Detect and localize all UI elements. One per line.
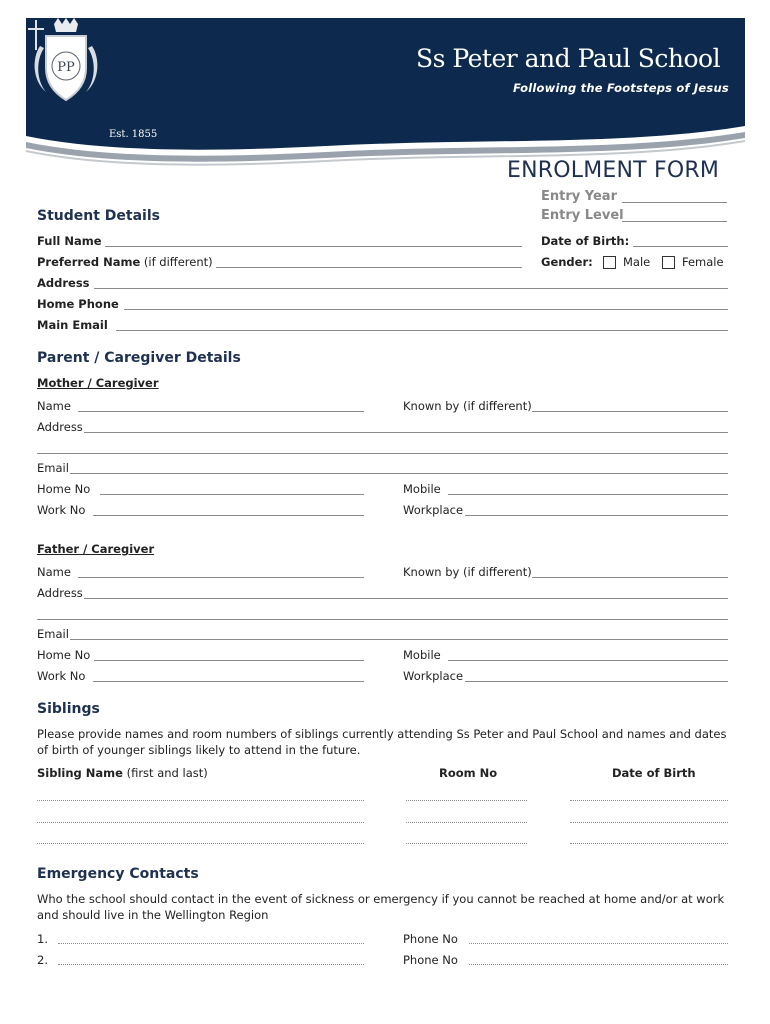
father-heading: Father / Caregiver (37, 542, 155, 556)
mother-name-field[interactable] (78, 411, 364, 412)
siblings-instructions: Please provide names and room numbers of siblings currently attending Ss Peter and Paul School and names and dates of birth of younger siblings likely to attend in the future. (37, 727, 727, 757)
mother-work-no-field[interactable] (93, 515, 364, 516)
room-no-column: Room No (439, 766, 498, 780)
mother-home-no-label: Home No (37, 482, 91, 496)
crest-letters: PP (57, 60, 75, 75)
mother-known-by-label: Known by (if different) (403, 399, 532, 413)
father-known-by-label: Known by (if different) (403, 565, 532, 579)
mother-heading: Mother / Caregiver (37, 376, 159, 390)
sibling-name-column: Sibling Name (first and last) (37, 766, 208, 780)
emergency-2-phone-field[interactable] (469, 964, 728, 965)
entry-level-label: Entry Level (541, 208, 624, 223)
father-address-field-2[interactable] (37, 619, 728, 620)
emergency-2-name-field[interactable] (58, 964, 364, 965)
preferred-name-label: Preferred Name (if different) (37, 255, 213, 269)
entry-year-label: Entry Year (541, 189, 617, 204)
mother-work-no-label: Work No (37, 503, 86, 517)
entry-level-field[interactable] (622, 221, 727, 222)
father-address-label: Address (37, 586, 83, 600)
address-label: Address (37, 276, 90, 290)
address-field[interactable] (94, 288, 728, 289)
sibling-3-dob-field[interactable] (570, 843, 728, 844)
sibling-2-room-field[interactable] (406, 822, 527, 823)
gender-male-checkbox[interactable] (603, 256, 616, 269)
sibling-1-name-field[interactable] (37, 800, 364, 801)
mother-workplace-field[interactable] (465, 515, 728, 516)
emergency-item-2-label: 2. (37, 953, 48, 967)
entry-year-field[interactable] (622, 202, 727, 203)
header-banner (26, 18, 745, 168)
dob-label: Date of Birth: (541, 234, 630, 248)
emergency-2-phone-label: Phone No (403, 953, 458, 967)
student-details-heading: Student Details (37, 208, 160, 224)
mother-address-label: Address (37, 420, 83, 434)
emergency-contacts-heading: Emergency Contacts (37, 866, 199, 882)
emergency-item-1-label: 1. (37, 932, 48, 946)
mother-workplace-label: Workplace (403, 503, 464, 517)
parent-details-heading: Parent / Caregiver Details (37, 350, 241, 366)
est-label: Est. 1855 (109, 129, 158, 140)
sibling-dob-column: Date of Birth (612, 766, 696, 780)
father-workplace-label: Workplace (403, 669, 464, 683)
full-name-label: Full Name (37, 234, 102, 248)
sibling-1-room-field[interactable] (406, 800, 527, 801)
main-email-field[interactable] (116, 330, 728, 331)
sibling-2-name-field[interactable] (37, 822, 364, 823)
sibling-3-name-field[interactable] (37, 843, 364, 844)
father-mobile-label: Mobile (403, 648, 441, 662)
home-phone-field[interactable] (124, 309, 728, 310)
mother-address-field[interactable] (84, 432, 728, 433)
emergency-1-phone-label: Phone No (403, 932, 458, 946)
father-workplace-field[interactable] (465, 681, 728, 682)
father-name-field[interactable] (78, 577, 364, 578)
mother-address-field-2[interactable] (37, 453, 728, 454)
mother-email-field[interactable] (70, 473, 728, 474)
father-work-no-field[interactable] (93, 681, 364, 682)
full-name-field[interactable] (105, 246, 522, 247)
sibling-2-dob-field[interactable] (570, 822, 728, 823)
father-name-label: Name (37, 565, 71, 579)
main-email-label: Main Email (37, 318, 108, 332)
father-address-field[interactable] (84, 598, 728, 599)
gender-male-label: Male (623, 255, 651, 269)
cross-icon (26, 18, 46, 52)
mother-name-label: Name (37, 399, 71, 413)
father-work-no-label: Work No (37, 669, 86, 683)
father-home-no-field[interactable] (94, 660, 364, 661)
school-name: Ss Peter and Paul School (416, 44, 721, 73)
dob-field[interactable] (633, 246, 728, 247)
mother-home-no-field[interactable] (100, 494, 364, 495)
emergency-1-phone-field[interactable] (469, 943, 728, 944)
father-known-by-field[interactable] (532, 577, 728, 578)
gender-female-label: Female (682, 255, 724, 269)
father-email-field[interactable] (70, 639, 728, 640)
school-motto: Following the Footsteps of Jesus (513, 81, 729, 95)
gender-label: Gender: (541, 255, 593, 269)
father-mobile-field[interactable] (448, 660, 728, 661)
sibling-1-dob-field[interactable] (570, 800, 728, 801)
mother-email-label: Email (37, 461, 69, 475)
father-home-no-label: Home No (37, 648, 91, 662)
gender-female-checkbox[interactable] (662, 256, 675, 269)
emergency-instructions: Who the school should contact in the event of sickness or emergency if you cannot be reached at home and/or at work and should live in the Wellington Region (37, 892, 725, 922)
mother-known-by-field[interactable] (532, 411, 728, 412)
home-phone-label: Home Phone (37, 297, 119, 311)
siblings-heading: Siblings (37, 701, 100, 717)
father-email-label: Email (37, 627, 69, 641)
emergency-1-name-field[interactable] (58, 943, 364, 944)
mother-mobile-field[interactable] (448, 494, 728, 495)
sibling-3-room-field[interactable] (406, 843, 527, 844)
mother-mobile-label: Mobile (403, 482, 441, 496)
form-title: ENROLMENT FORM (507, 158, 720, 183)
preferred-name-field[interactable] (216, 267, 522, 268)
